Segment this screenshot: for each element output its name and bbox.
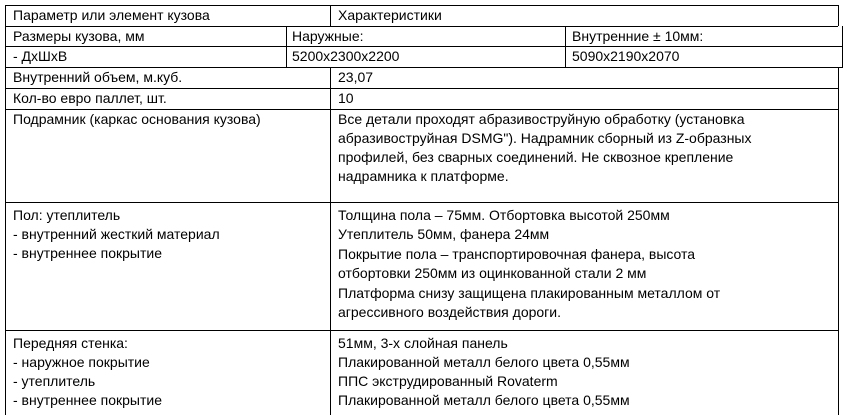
floor-labels [13, 206, 220, 263]
inner-size-label: Внутренние ± 10мм: [572, 28, 704, 44]
pallets-label: Кол-во евро паллет, шт. [13, 90, 167, 106]
front-wall-label: - наружное покрытие [13, 354, 150, 370]
table-line [5, 330, 838, 331]
volume-value: 23,07 [338, 69, 374, 85]
table-line-mid [330, 67, 331, 415]
subframe-label: Подрамник (каркас основания кузова) [13, 111, 261, 127]
front-wall-value: Плакированной металл белого цвета 0,55мм [338, 392, 630, 408]
table-line-mid [286, 26, 287, 67]
table-line [5, 46, 843, 47]
floor-label: - внутреннее покрытие [13, 245, 162, 261]
inner-size-value: 5090х2190х2070 [572, 48, 680, 64]
table-line [5, 202, 838, 203]
subframe-line: надрамника к платформе. [338, 168, 509, 184]
floor-value-c [338, 284, 720, 322]
floor-value-line: Покрытие пола – транспортировочная фанера, высота [338, 246, 696, 262]
subframe-line: абразивоструйная DSMG"). Надрамник сборный из Z-образных [338, 130, 752, 146]
front-wall-value: ППС экструдированный Rovaterm [338, 373, 558, 389]
floor-value-line: отбортовки 250мм из оцинкованной стали 2 мм [338, 265, 647, 281]
sizes-sub: - ДхШхВ [13, 48, 68, 64]
front-wall-label: - внутреннее покрытие [13, 392, 162, 408]
subframe-line: Все детали проходят абразивоструйную обработку (установка [338, 111, 745, 127]
table-line-mid [565, 26, 566, 67]
header-characteristics: Характеристики [338, 7, 442, 23]
floor-value-line: Утеплитель 50мм, фанера 24мм [338, 226, 550, 242]
front-wall-values [338, 334, 630, 410]
table-line-right [838, 5, 839, 26]
front-wall-value: 51мм, 3-х слойная панель [338, 335, 508, 351]
floor-value-line: Платформа снизу защищена плакированным металлом от [338, 285, 721, 301]
front-wall-value: Плакированной металл белого цвета 0,55мм [338, 354, 630, 370]
table-line-mid [330, 5, 331, 26]
floor-value-line: Толщина пола – 75мм. Отбортовка высотой 250мм [338, 207, 670, 223]
sizes-label: Размеры кузова, мм [13, 28, 145, 44]
front-wall-labels [13, 334, 162, 410]
pallets-value: 10 [338, 90, 354, 106]
floor-label: - внутренний жесткий материал [13, 226, 220, 242]
floor-value-line: агрессивного воздействия дороги. [338, 304, 561, 320]
floor-value-b [338, 245, 695, 283]
floor-value-a [338, 206, 670, 244]
front-wall-label: - утеплитель [13, 373, 96, 389]
floor-label: Пол: утеплитель [13, 207, 121, 223]
front-wall-label: Передняя стенка: [13, 335, 128, 351]
subframe-line: профилей, без сварных соединений. Не сквозное крепление [338, 149, 734, 165]
header-param: Параметр или элемент кузова [13, 7, 210, 23]
outer-size-value: 5200х2300х2200 [292, 48, 400, 64]
table-line-left [5, 5, 6, 415]
volume-label: Внутренний объем, м.куб. [13, 69, 183, 85]
outer-size-label: Наружные: [292, 28, 364, 44]
subframe-description [338, 110, 752, 186]
table-line-right [838, 67, 839, 415]
